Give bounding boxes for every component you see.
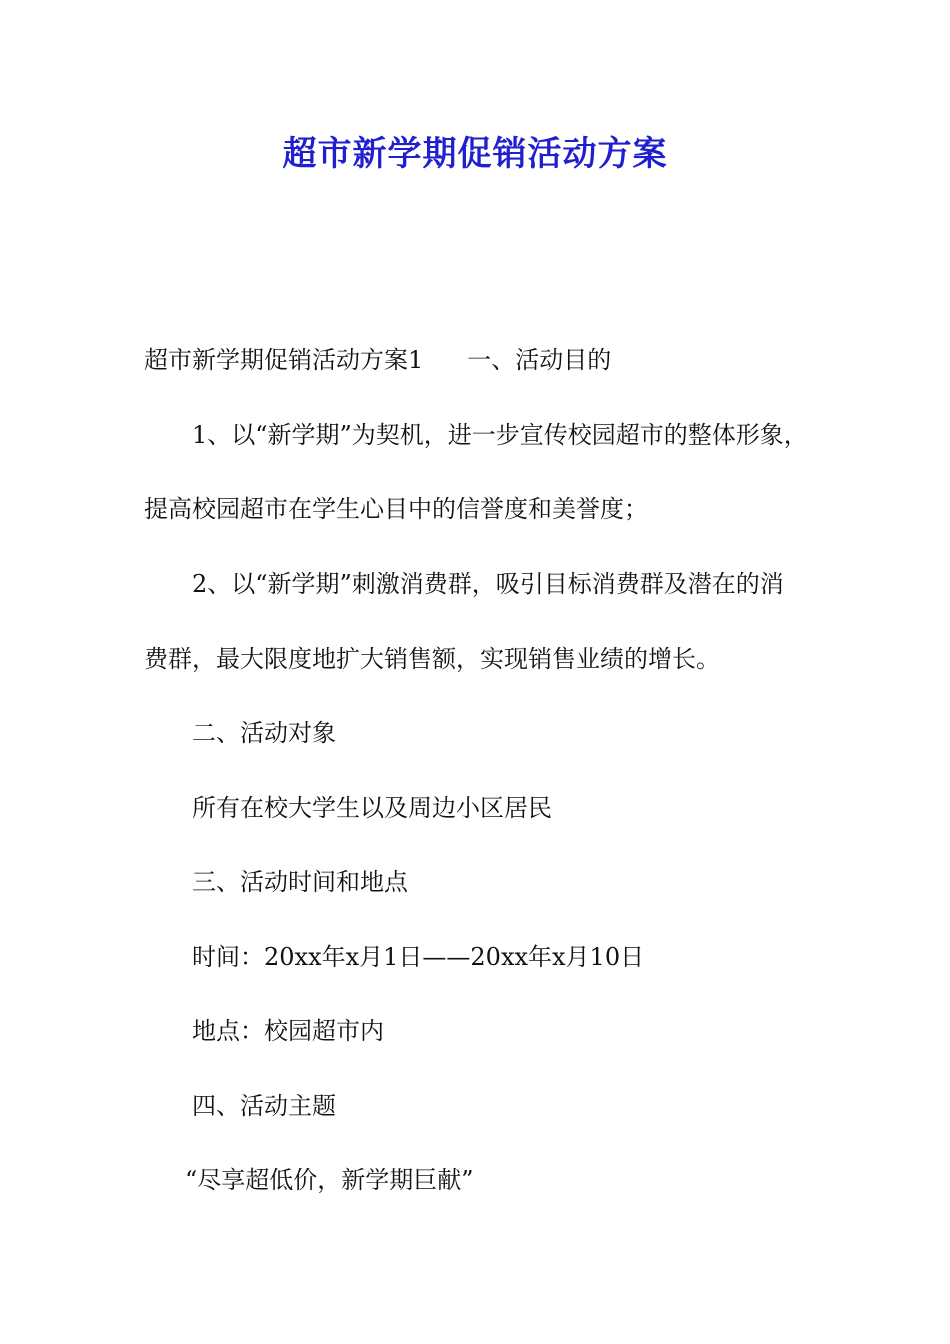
paragraph-2-line-2: 费群，最大限度地扩大销售额，实现销售业绩的增长。	[144, 645, 720, 673]
section2-text: 所有在校大学生以及周边小区居民	[192, 794, 552, 822]
time-text: 时间：20xx年x月1日——20xx年x月10日	[192, 943, 645, 971]
plan-heading-line	[144, 342, 611, 378]
section1-heading: 一、活动目的	[467, 346, 612, 374]
section2-heading: 二、活动对象	[192, 719, 336, 747]
place-text: 地点：校园超市内	[192, 1017, 384, 1045]
document-title: 超市新学期促销活动方案	[282, 134, 668, 174]
paragraph-1-line-1: 1、以“新学期”为契机，进一步宣传校园超市的整体形象，	[192, 421, 808, 449]
theme-text: “尽享超低价，新学期巨献”	[185, 1166, 474, 1194]
section3-heading: 三、活动时间和地点	[192, 868, 408, 896]
paragraph-1-line-2: 提高校园超市在学生心目中的信誉度和美誉度；	[144, 495, 648, 523]
paragraph-2-line-1: 2、以“新学期”刺激消费群，吸引目标消费群及潜在的消	[192, 570, 784, 598]
section4-heading: 四、活动主题	[192, 1092, 336, 1120]
plan-heading: 超市新学期促销活动方案1	[144, 346, 424, 374]
